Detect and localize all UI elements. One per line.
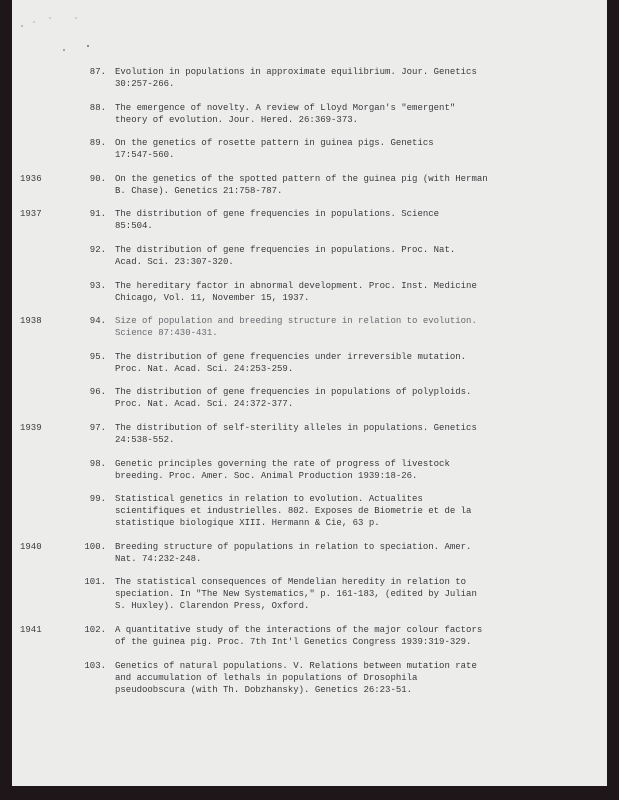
publication-entry	[12, 315, 515, 339]
publication-list	[12, 66, 607, 707]
entry-citation: A quantitative study of the interactions of the major colour factors of the guinea pig. Proc. 7th Int'l Genetics Congress 1939:319-329.	[115, 624, 483, 647]
publication-entry	[12, 422, 515, 446]
entry-citation: On the genetics of the spotted pattern of the guinea pig (with Herman B. Chase). Genetics 21:758-787.	[115, 173, 488, 196]
entry-citation: Evolution in populations in approximate equilibrium. Jour. Genetics 30:257-266.	[115, 67, 477, 89]
entry-year: 1939	[20, 422, 42, 433]
publication-entry	[12, 351, 515, 375]
entry-number: 101.	[84, 577, 106, 588]
entry-number: 99.	[89, 494, 106, 505]
entry-citation: Statistical genetics in relation to evolution. Actualites scientifiques et industrielles. 802. Exposes de Biometrie et de la statistique biologique XIII. Hermann & Cie, 63 p.	[115, 494, 472, 529]
entry-number: 103.	[84, 660, 106, 671]
document-page	[12, 0, 607, 786]
publication-entry	[12, 458, 515, 482]
entry-citation: The distribution of gene frequencies in populations. Science 85:504.	[115, 209, 440, 232]
publication-entry	[12, 660, 515, 696]
publication-entry	[12, 173, 515, 197]
publication-entry	[12, 137, 515, 161]
entry-citation: Size of population and breeding structure in relation to evolution. Science 87:430-431.	[115, 316, 477, 339]
publication-entry	[12, 386, 515, 410]
entry-number: 96.	[89, 387, 106, 398]
publication-entry	[12, 624, 515, 648]
entry-year: 1936	[20, 173, 42, 184]
publication-entry	[12, 66, 515, 90]
entry-citation: Genetics of natural populations. V. Relations between mutation rate and accumulation of lethals in populations of Drosophila pseudoobscura (with Th. Dobzhansky). Genetics 26:23-51.	[115, 660, 477, 695]
publication-entry	[12, 493, 515, 529]
entry-citation: The distribution of self-sterility alleles in populations. Genetics 24:538-552.	[115, 422, 477, 445]
entry-number: 100.	[84, 541, 106, 552]
publication-entry	[12, 244, 515, 268]
entry-number: 87.	[89, 67, 106, 77]
entry-number: 93.	[89, 280, 106, 291]
publication-entry	[12, 102, 515, 126]
publication-entry	[12, 576, 515, 612]
entry-citation: The distribution of gene frequencies in populations of polyploids. Proc. Nat. Acad. Sci. 24:372-377.	[115, 387, 472, 410]
entry-citation: The distribution of gene frequencies under irreversible mutation. Proc. Nat. Acad. Sci. 24:253-259.	[115, 351, 467, 374]
entry-number: 89.	[89, 138, 106, 149]
entry-year: 1940	[20, 541, 42, 552]
publication-entry	[12, 208, 515, 232]
entry-number: 102.	[84, 624, 106, 635]
entry-citation: Genetic principles governing the rate of progress of livestock breeding. Proc. Amer. Soc. Animal Production 1939:18-26.	[115, 458, 450, 481]
entry-citation: On the genetics of rosette pattern in guinea pigs. Genetics 17:547-560.	[115, 138, 434, 161]
entry-number: 90.	[89, 173, 106, 184]
entry-year: 1937	[20, 209, 42, 220]
entry-number: 95.	[89, 351, 106, 362]
entry-citation: The distribution of gene frequencies in populations. Proc. Nat. Acad. Sci. 23:307-320.	[115, 244, 456, 267]
entry-citation: Breeding structure of populations in relation to speciation. Amer. Nat. 74:232-248.	[115, 541, 472, 564]
entry-number: 97.	[89, 422, 106, 433]
entry-number: 98.	[89, 458, 106, 469]
entry-number: 94.	[89, 316, 106, 327]
scan-specks	[12, 0, 132, 60]
entry-citation: The hereditary factor in abnormal development. Proc. Inst. Medicine Chicago, Vol. 11, November 15, 1937.	[115, 280, 477, 303]
publication-entry	[12, 541, 515, 565]
entry-year: 1938	[20, 316, 42, 327]
entry-number: 88.	[89, 102, 106, 113]
publication-entry	[12, 280, 515, 304]
entry-number: 91.	[89, 209, 106, 220]
entry-citation: The emergence of novelty. A review of Lloyd Morgan's "emergent" theory of evolution. Jour. Hered. 26:369-373.	[115, 102, 456, 125]
entry-number: 92.	[89, 244, 106, 255]
entry-citation: The statistical consequences of Mendelian heredity in relation to speciation. In "The New Systematics," p. 161-183, (edited by Julian S. Huxley). Clarendon Press, Oxford.	[115, 577, 477, 612]
entry-year: 1941	[20, 624, 42, 635]
